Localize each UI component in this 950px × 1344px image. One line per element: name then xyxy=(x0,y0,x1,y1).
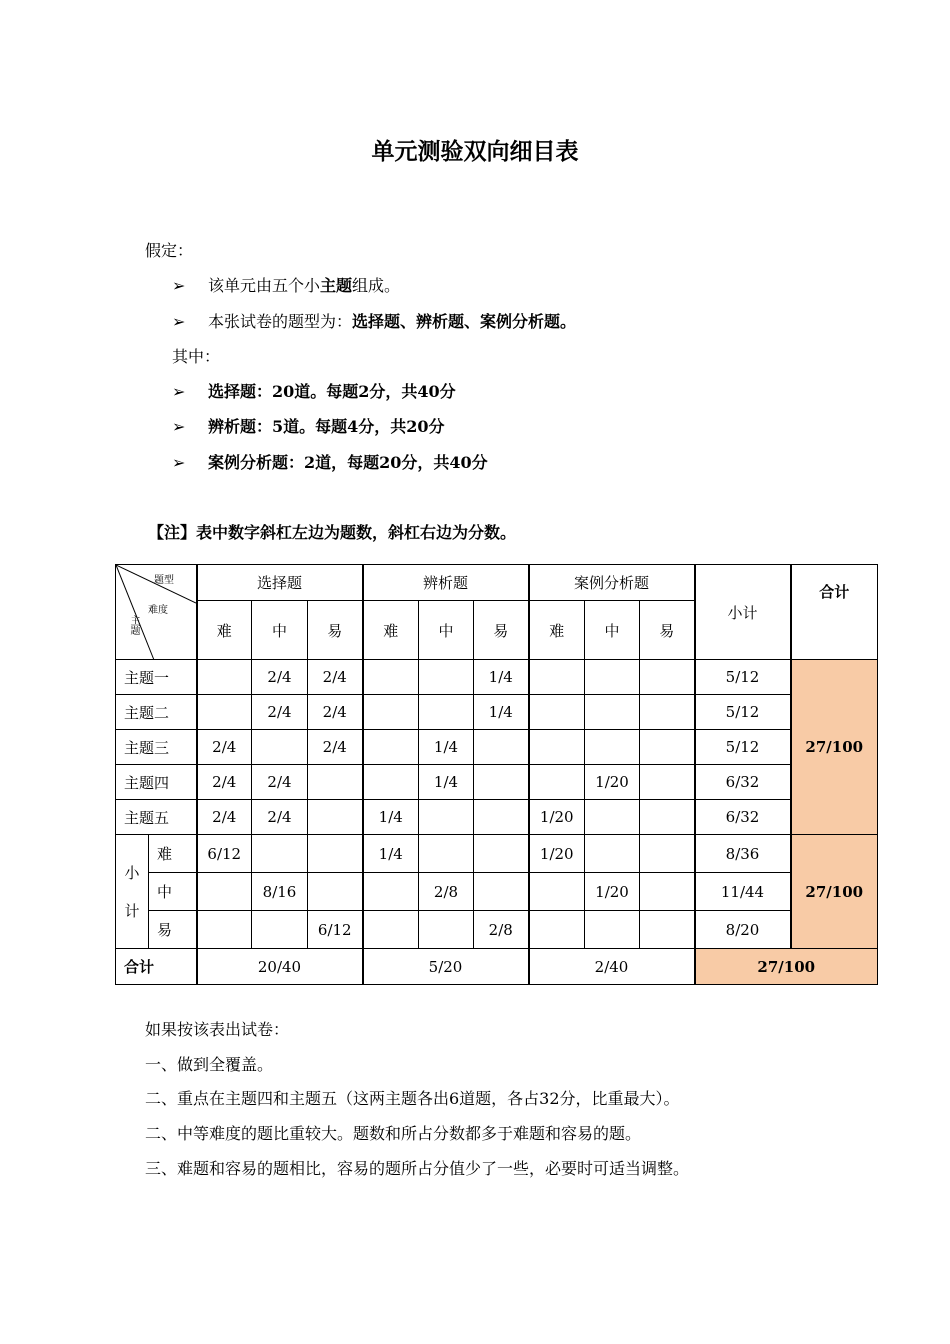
data-cell xyxy=(640,660,695,695)
data-cell xyxy=(363,765,419,800)
data-cell xyxy=(197,660,252,695)
level-header: 中 xyxy=(419,601,474,660)
sub-heading: 其中： xyxy=(172,347,221,366)
data-cell: 1/4 xyxy=(419,730,474,765)
topic-label: 主题五 xyxy=(116,800,197,835)
subtotal-cell: 5/12 xyxy=(695,695,791,730)
data-cell xyxy=(529,730,585,765)
topic-label: 主题二 xyxy=(116,695,197,730)
level-header: 易 xyxy=(640,601,695,660)
subtotal-cell: 11/44 xyxy=(695,873,791,911)
level-header: 中 xyxy=(585,601,640,660)
arrow-bullet-icon: ➢ xyxy=(172,453,186,472)
group-header-choice: 选择题 xyxy=(197,565,363,601)
subtotal-cell: 8/36 xyxy=(695,835,791,873)
data-cell xyxy=(640,800,695,835)
level-header: 难 xyxy=(529,601,585,660)
difficulty-row xyxy=(116,873,878,911)
data-cell: 2/4 xyxy=(252,660,308,695)
data-cell xyxy=(308,765,363,800)
subtotal-cell: 5/12 xyxy=(695,730,791,765)
data-cell xyxy=(363,873,419,911)
data-cell xyxy=(529,765,585,800)
data-cell xyxy=(529,660,585,695)
conclusion-item: 一、做到全覆盖。 xyxy=(145,1055,274,1074)
subtotal-cell: 8/20 xyxy=(695,911,791,949)
data-cell xyxy=(640,765,695,800)
data-cell: 8/16 xyxy=(252,873,308,911)
bullet-discrimination: ➢ 辨析题：5道。每题4分，共20分 xyxy=(172,417,445,436)
data-cell xyxy=(363,695,419,730)
data-cell xyxy=(529,911,585,949)
difficulty-total-cell: 27/100 xyxy=(791,835,878,949)
corner-header-cell xyxy=(116,565,197,660)
data-cell xyxy=(308,835,363,873)
total-choice: 20/40 xyxy=(197,949,363,985)
data-cell xyxy=(197,911,252,949)
difficulty-row xyxy=(116,835,878,873)
group-header-case: 案例分析题 xyxy=(529,565,695,601)
data-cell xyxy=(197,695,252,730)
conclusion-item: 二、中等难度的题比重较大。题数和所占分数都多于难题和容易的题。 xyxy=(145,1124,642,1143)
data-cell: 2/4 xyxy=(252,800,308,835)
data-cell: 1/4 xyxy=(363,835,419,873)
difficulty-label: 中 xyxy=(149,873,197,911)
data-cell: 2/4 xyxy=(252,765,308,800)
data-cell xyxy=(363,911,419,949)
conclusion-item: 三、难题和容易的题相比，容易的题所占分值少了一些，必要时可适当调整。 xyxy=(145,1159,690,1178)
corner-label-difficulty: 难度 xyxy=(148,605,168,616)
data-cell: 1/20 xyxy=(585,765,640,800)
level-header: 易 xyxy=(308,601,363,660)
data-cell xyxy=(419,660,474,695)
bullet-question-types: ➢ 本张试卷的题型为：选择题、辨析题、案例分析题。 xyxy=(172,312,577,331)
data-cell: 2/4 xyxy=(197,765,252,800)
data-cell xyxy=(640,911,695,949)
data-cell xyxy=(585,911,640,949)
subtotal-group-label xyxy=(116,835,149,949)
data-cell xyxy=(585,730,640,765)
data-cell: 1/20 xyxy=(529,835,585,873)
corner-label-topic: 主题 xyxy=(128,615,139,635)
level-header: 难 xyxy=(197,601,252,660)
bullet-topics: ➢ 该单元由五个小主题组成。 xyxy=(172,276,401,295)
total-header: 合计 xyxy=(791,565,878,660)
level-header: 易 xyxy=(474,601,529,660)
data-cell xyxy=(419,695,474,730)
data-cell xyxy=(363,660,419,695)
conclusion-item: 二、重点在主题四和主题五（这两主题各出6道题，各占32分，比重最大）。 xyxy=(145,1089,680,1108)
corner-label-type: 题型 xyxy=(154,575,174,586)
data-cell xyxy=(474,873,529,911)
topic-row xyxy=(116,695,878,730)
topic-label: 主题四 xyxy=(116,765,197,800)
data-cell: 2/4 xyxy=(308,660,363,695)
data-cell: 2/8 xyxy=(419,873,474,911)
data-cell: 2/4 xyxy=(197,800,252,835)
subtotal-header: 小计 xyxy=(695,565,791,660)
subtotal-cell: 6/32 xyxy=(695,765,791,800)
conclusion-intro: 如果按该表出试卷： xyxy=(145,1020,290,1039)
data-cell xyxy=(585,695,640,730)
data-cell xyxy=(308,873,363,911)
total-case: 2/40 xyxy=(529,949,695,985)
data-cell xyxy=(419,800,474,835)
data-cell xyxy=(419,911,474,949)
total-row-label: 合计 xyxy=(116,949,197,985)
level-header: 难 xyxy=(363,601,419,660)
arrow-bullet-icon: ➢ xyxy=(172,312,186,331)
data-cell xyxy=(640,730,695,765)
data-cell xyxy=(252,911,308,949)
data-cell: 6/12 xyxy=(197,835,252,873)
total-row xyxy=(116,949,878,985)
data-cell xyxy=(308,800,363,835)
difficulty-row xyxy=(116,911,878,949)
subtotal-cell: 6/32 xyxy=(695,800,791,835)
subtotal-group-text: 小计 xyxy=(124,863,140,920)
data-cell xyxy=(474,835,529,873)
data-cell xyxy=(474,800,529,835)
total-discrimination: 5/20 xyxy=(363,949,529,985)
data-cell: 1/4 xyxy=(363,800,419,835)
detail-table xyxy=(115,564,878,985)
data-cell xyxy=(640,695,695,730)
subtotal-cell: 5/12 xyxy=(695,660,791,695)
topic-label: 主题三 xyxy=(116,730,197,765)
data-cell xyxy=(529,695,585,730)
data-cell xyxy=(585,660,640,695)
data-cell xyxy=(252,835,308,873)
arrow-bullet-icon: ➢ xyxy=(172,417,186,436)
data-cell xyxy=(529,873,585,911)
arrow-bullet-icon: ➢ xyxy=(172,382,186,401)
data-cell xyxy=(197,873,252,911)
grand-total: 27/100 xyxy=(695,949,878,985)
arrow-bullet-icon: ➢ xyxy=(172,276,186,295)
data-cell xyxy=(474,730,529,765)
topic-total-cell: 27/100 xyxy=(791,660,878,835)
data-cell xyxy=(640,873,695,911)
assumption-heading: 假定： xyxy=(145,241,194,260)
topic-row xyxy=(116,800,878,835)
data-cell: 2/4 xyxy=(308,695,363,730)
bullet-choice: ➢ 选择题：20道。每题2分，共40分 xyxy=(172,382,456,401)
topic-row xyxy=(116,660,878,695)
difficulty-label: 难 xyxy=(149,835,197,873)
group-header-discrimination: 辨析题 xyxy=(363,565,529,601)
data-cell: 1/20 xyxy=(585,873,640,911)
data-cell xyxy=(419,835,474,873)
data-cell: 2/4 xyxy=(308,730,363,765)
data-cell xyxy=(585,835,640,873)
topic-label: 主题一 xyxy=(116,660,197,695)
data-cell xyxy=(585,800,640,835)
bullet-case: ➢ 案例分析题：2道，每题20分，共40分 xyxy=(172,453,488,472)
data-cell xyxy=(252,730,308,765)
data-cell xyxy=(363,730,419,765)
data-cell: 2/4 xyxy=(252,695,308,730)
data-cell: 6/12 xyxy=(308,911,363,949)
page-title: 单元测验双向细目表 xyxy=(371,139,579,165)
level-header: 中 xyxy=(252,601,308,660)
data-cell: 1/4 xyxy=(474,695,529,730)
data-cell: 2/4 xyxy=(197,730,252,765)
topic-row xyxy=(116,730,878,765)
data-cell xyxy=(474,765,529,800)
difficulty-label: 易 xyxy=(149,911,197,949)
data-cell xyxy=(640,835,695,873)
data-cell: 2/8 xyxy=(474,911,529,949)
topic-row xyxy=(116,765,878,800)
data-cell: 1/4 xyxy=(419,765,474,800)
data-cell: 1/4 xyxy=(474,660,529,695)
data-cell: 1/20 xyxy=(529,800,585,835)
table-note: 【注】表中数字斜杠左边为题数，斜杠右边为分数。 xyxy=(148,523,517,542)
